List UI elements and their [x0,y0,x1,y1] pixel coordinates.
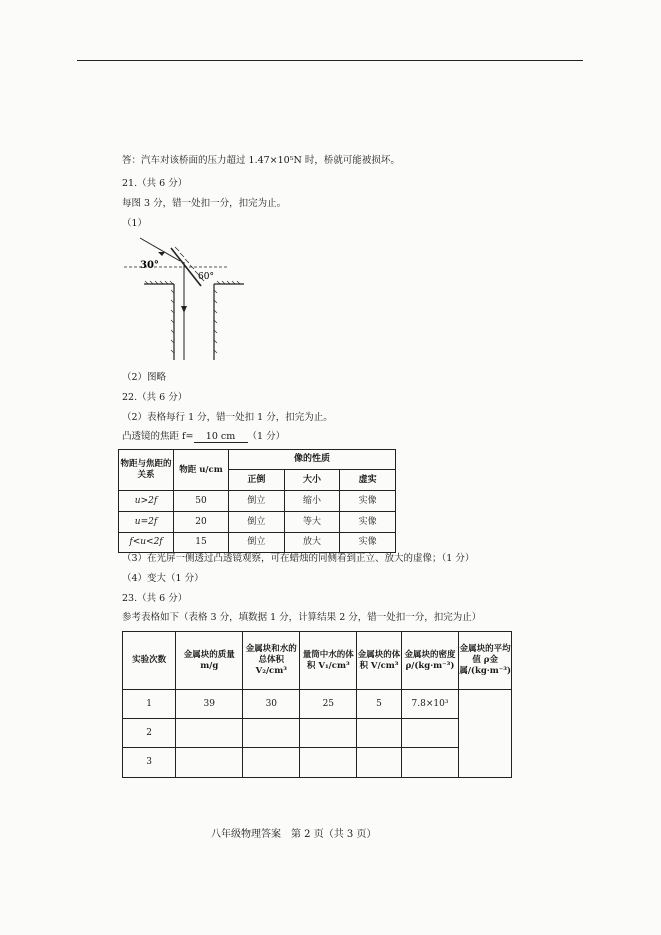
th-density: 金属块的密度 ρ/(kg·m⁻³) [401,632,459,690]
table-cell: 7.8×10³ [401,690,459,719]
th-mass: 金属块的质量 m/g [176,632,243,690]
table-cell [401,719,459,748]
table-cell: 15 [174,533,229,553]
table-cell [176,719,243,748]
table-cell: 50 [174,491,229,512]
intro-answer: 答：汽车对该桥面的压力超过 1.47×10⁵N 时，桥就可能被损坏。 [122,155,400,166]
table-cell: 倒立 [229,491,285,512]
density-table [122,631,512,778]
q22-scoring: （2）表格每行 1 分，错一处扣 1 分，扣完为止。 [122,412,333,423]
table-cell: u=2f [119,512,174,533]
table-cell: 等大 [284,512,340,533]
table-cell: 1 [123,690,176,719]
q21-title: 21.（共 6 分） [122,178,188,189]
table-cell: 放大 [284,533,340,553]
table-cell: 25 [300,690,357,719]
focal-length-line [122,431,285,443]
table-row [123,719,512,748]
q21-part1: （1） [122,218,148,229]
th-relation: 物距与焦距的关系 [119,450,174,491]
table-cell: u>2f [119,491,174,512]
table-cell: 实像 [340,491,396,512]
q21-scoring: 每图 3 分，错一处扣一分，扣完为止。 [122,198,287,209]
th-realness: 虚实 [340,470,396,491]
th-average-density: 金属块的平均值 ρ金属/(kg·m⁻³) [459,632,512,690]
th-total-volume: 金属块和水的总体积 V₂/cm³ [243,632,300,690]
reflection-diagram [118,232,258,364]
angle-30-label: 30° [140,260,159,271]
table-cell [300,719,357,748]
table-cell [243,719,300,748]
table-cell: 39 [176,690,243,719]
th-block-volume: 金属块的体积 V/cm³ [357,632,401,690]
table-cell [176,748,243,778]
average-density-cell [459,690,512,778]
focal-length-points: （1 分） [247,431,286,442]
table-cell [243,748,300,778]
q22-title: 22.（共 6 分） [122,392,188,403]
table-cell [357,748,401,778]
table-row [123,690,512,719]
th-trial: 实验次数 [123,632,176,690]
angle-60-label: 60° [198,272,214,282]
table-cell: 实像 [340,533,396,553]
focal-length-value: 10 cm [194,431,248,443]
table-cell: 30 [243,690,300,719]
table-cell: 实像 [340,512,396,533]
th-orientation: 正倒 [229,470,285,491]
table-row [119,491,396,512]
q23-title: 23.（共 6 分） [122,593,188,604]
table-row [119,512,396,533]
reflected-arrow-icon [181,306,187,313]
table-row [119,533,396,553]
header-rule [77,60,583,61]
table-cell [300,748,357,778]
incident-ray [140,238,180,261]
table-cell: f<u<2f [119,533,174,553]
table-cell: 20 [174,512,229,533]
q23-scoring: 参考表格如下（表格 3 分，填数据 1 分，计算结果 2 分，错一处扣一分，扣完为止） [122,612,482,623]
table-cell [401,748,459,778]
table-cell: 5 [357,690,401,719]
q21-part2: （2）图略 [122,372,167,383]
table-cell: 缩小 [284,491,340,512]
q22-part4: （4）变大（1 分） [122,573,204,584]
table-cell [357,719,401,748]
th-distance: 物距 u/cm [174,450,229,491]
q22-part3: （3）在光屏一侧透过凸透镜观察，可在蜡烛的同侧看到正立、放大的虚像；（1 分） [122,553,475,564]
lens-results-table [118,449,396,553]
table-row [123,748,512,778]
th-water-volume: 量筒中水的体积 V₁/cm³ [300,632,357,690]
focal-length-prefix: 凸透镜的焦距 f= [122,431,194,442]
table-cell: 3 [123,748,176,778]
table-cell: 倒立 [229,512,285,533]
table-cell: 倒立 [229,533,285,553]
th-size: 大小 [284,470,340,491]
th-image: 像的性质 [229,450,396,470]
page-footer: 八年级物理答案 第 2 页（共 3 页） [211,829,377,840]
table-cell: 2 [123,719,176,748]
incident-arrow-icon [158,252,165,256]
